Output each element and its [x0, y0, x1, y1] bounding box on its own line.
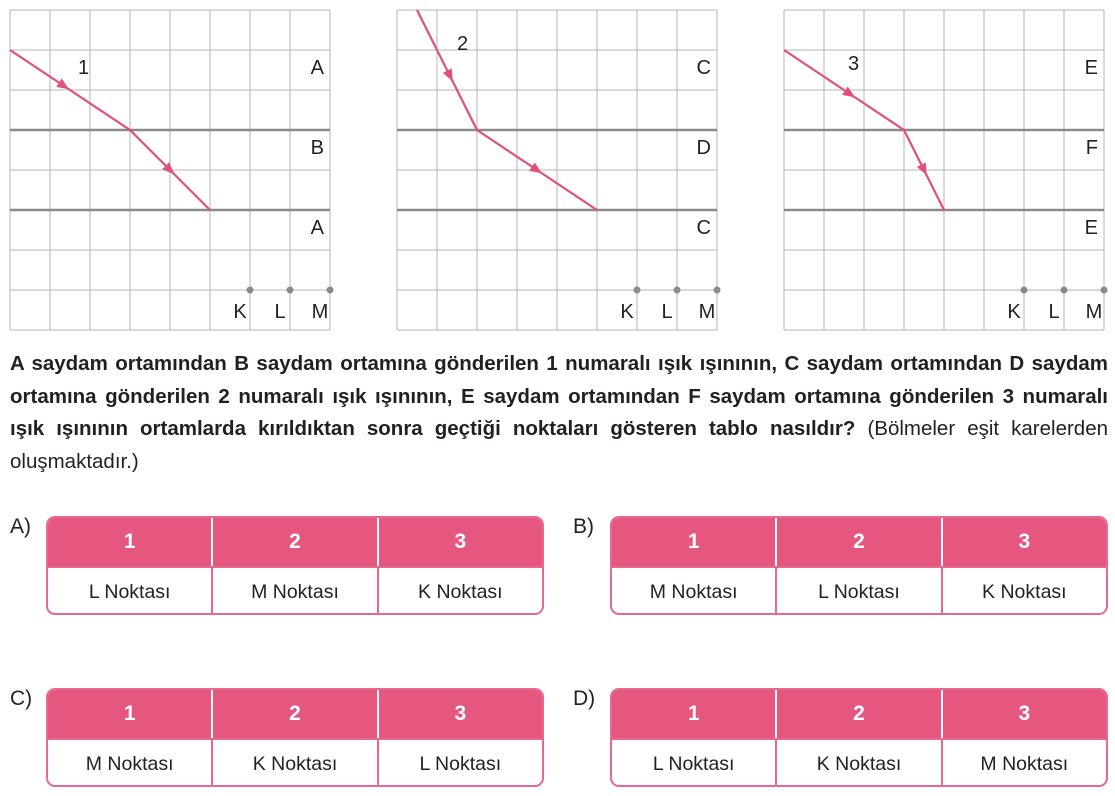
table-header-row — [48, 690, 542, 740]
option-a-letter: A) — [10, 515, 31, 538]
ray-number-label: 1 — [78, 57, 90, 79]
table-header-row — [48, 518, 542, 568]
ray-number-label: 2 — [457, 33, 469, 55]
option-d-letter: D) — [573, 687, 596, 710]
question-bold: A saydam ortamından B saydam ortamına gönderilen 1 numaralı ışık ışınının, C saydam ortamından D saydam ortamına gönderilen 2 numaralı ışık ışınının, E saydam ortamından F saydam ortamına gönderilen 3 numaralı ışık ışınının ortamlarda kırıldıktan sonra geçtiği noktaları gösteren tablo nasıldır? — [10, 352, 1108, 440]
header-cell-3: 3 — [377, 518, 542, 566]
header-cell-3: 3 — [941, 518, 1106, 566]
value-cell-3: L Noktası — [377, 740, 542, 787]
header-cell-1: 1 — [123, 702, 136, 725]
point-dot — [674, 287, 681, 294]
point-label: K — [233, 301, 247, 323]
header-cell-1: 1 — [123, 530, 136, 553]
point-label: L — [661, 301, 673, 323]
value-cell-2: M Noktası — [211, 568, 376, 615]
option-b-letter: B) — [573, 515, 594, 538]
table-value-row — [612, 740, 1106, 787]
ray-arrowhead — [529, 163, 542, 174]
option-a-table[interactable] — [46, 516, 544, 615]
option-c-letter: C) — [10, 687, 33, 710]
point-dot — [287, 287, 294, 294]
medium-label: A — [310, 217, 324, 239]
header-cell-2: 2 — [211, 518, 376, 566]
header-cell-3: 3 — [941, 690, 1106, 738]
header-cell-1: 1 — [687, 530, 700, 553]
light-ray — [417, 10, 597, 210]
medium-label: C — [696, 57, 711, 79]
option-c-table[interactable] — [46, 688, 544, 787]
table-value-row — [612, 568, 1106, 615]
point-label: M — [1085, 301, 1103, 323]
value-cell-2: K Noktası — [211, 740, 376, 787]
medium-label: C — [696, 217, 711, 239]
point-label: K — [620, 301, 634, 323]
medium-label: D — [696, 137, 711, 159]
point-dot — [247, 287, 254, 294]
table-header-row — [612, 518, 1106, 568]
option-d-table[interactable] — [610, 688, 1108, 787]
point-label: L — [274, 301, 286, 323]
value-cell-1: L Noktası — [652, 752, 735, 775]
point-label: K — [1007, 301, 1021, 323]
header-cell-1: 1 — [687, 702, 700, 725]
value-cell-1: M Noktası — [649, 580, 738, 603]
medium-label: A — [310, 57, 324, 79]
point-dot — [327, 287, 334, 294]
value-cell-3: K Noktası — [941, 568, 1106, 615]
point-dot — [634, 287, 641, 294]
value-cell-1: M Noktası — [85, 752, 174, 775]
table-header-row — [612, 690, 1106, 740]
header-cell-2: 2 — [211, 690, 376, 738]
question-note: (Bölmeler eşit karelerden oluşmaktadır.) — [10, 417, 1108, 473]
medium-label: B — [310, 137, 324, 159]
point-dot — [1061, 287, 1068, 294]
point-dot — [1021, 287, 1028, 294]
point-label: L — [1048, 301, 1060, 323]
value-cell-2: L Noktası — [775, 568, 940, 615]
value-cell-2: K Noktası — [775, 740, 940, 787]
medium-label: E — [1084, 57, 1098, 79]
value-cell-3: M Noktası — [941, 740, 1106, 787]
question-text — [10, 348, 1108, 478]
point-dot — [1101, 287, 1108, 294]
option-b-table[interactable] — [610, 516, 1108, 615]
medium-label: F — [1085, 137, 1098, 159]
table-value-row — [48, 740, 542, 787]
point-label: M — [698, 301, 716, 323]
value-cell-3: K Noktası — [377, 568, 542, 615]
medium-label: E — [1084, 217, 1098, 239]
value-cell-1: L Noktası — [88, 580, 171, 603]
header-cell-3: 3 — [377, 690, 542, 738]
ray-arrowhead — [842, 87, 855, 98]
header-cell-2: 2 — [775, 690, 940, 738]
point-dot — [714, 287, 721, 294]
refraction-figures — [0, 0, 1115, 340]
ray-arrowhead — [56, 79, 69, 90]
point-label: M — [311, 301, 329, 323]
header-cell-2: 2 — [775, 518, 940, 566]
ray-number-label: 3 — [848, 53, 860, 75]
table-value-row — [48, 568, 542, 615]
